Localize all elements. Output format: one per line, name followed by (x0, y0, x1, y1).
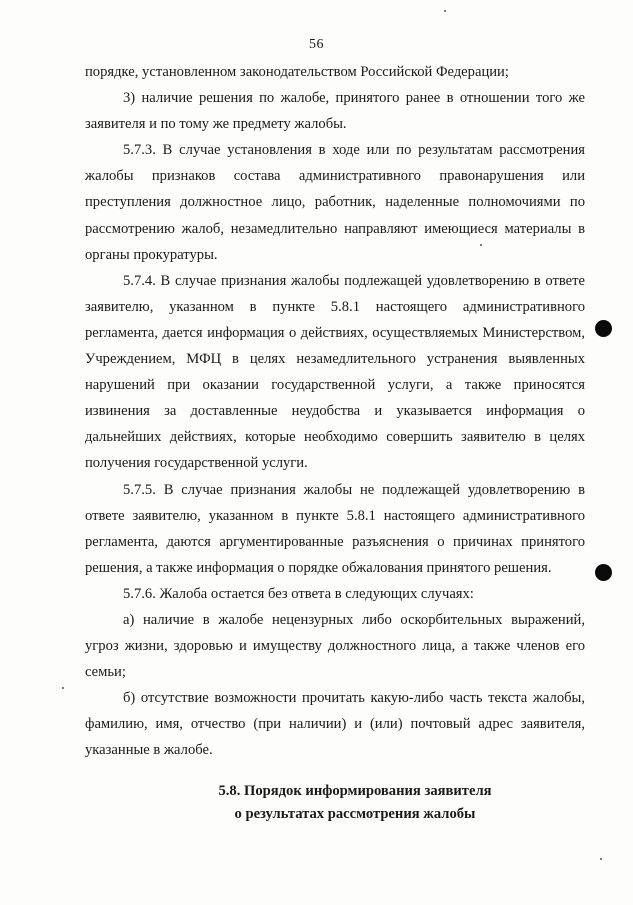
paragraph-continuation: порядке, установленном законодательством Российской Федерации; (85, 64, 509, 80)
section-heading-line-2: о результатах рассмотрения жалобы (234, 806, 476, 822)
paragraph-item-3: 3) наличие решения по жалобе, принятого ранее в отношении того же заявителя и по тому же предмету жалобы. (85, 90, 585, 133)
page-number: 56 (309, 37, 324, 52)
paragraph-5-7-4: 5.7.4. В случае признания жалобы подлежащей удовлетворению в ответе заявителю, указанном в пункте 5.8.1 настоящего административного регламента, дается информация о действиях, осуществляемых Министерством, Учреждением, МФЦ в целях незамедлительного устранения выявленных нарушений при оказании государственной услуги, а также приносятся извинения за доставленные неудобства и указывается информация о дальнейших действиях, которые необходимо совершить заявителю в целях получения государственной услуги. (85, 272, 585, 472)
section-heading-line-1: 5.8. Порядок информирования заявителя (218, 783, 492, 799)
paragraph-item-a: а) наличие в жалобе нецензурных либо оскорбительных выражений, угроз жизни, здоровью и имуществу должностного лица, а также членов его семьи; (85, 611, 585, 681)
paragraph-item-b: б) отсутствие возможности прочитать какую-либо часть текста жалобы, фамилию, имя, отчество (при наличии) и (или) почтовый адрес заявителя, указанные в жалобе. (85, 690, 585, 759)
body-text (85, 59, 585, 764)
scan-speck (62, 687, 64, 689)
punch-hole-upper (595, 320, 612, 337)
scan-speck (600, 858, 602, 860)
paragraph-5-7-5: 5.7.5. В случае признания жалобы не подлежащей удовлетворению в ответе заявителю, указанном в пункте 5.8.1 настоящего административного регламента, даются аргументированные разъяснения о причинах принятого решения, а также информация о порядке обжалования принятого решения. (85, 481, 585, 576)
paragraph-5-7-6: 5.7.6. Жалоба остается без ответа в следующих случаях: (123, 585, 474, 602)
section-heading (85, 780, 625, 826)
paragraph-5-7-3: 5.7.3. В случае установления в ходе или по результатам рассмотрения жалобы признаков состава административного правонарушения или преступления должностное лицо, работник, наделенные полномочиями по рассмотрению жалоб, незамедлительно направляют имеющиеся материалы в органы прокуратуры. (85, 142, 585, 263)
scan-speck (444, 10, 446, 12)
punch-hole-lower (595, 564, 612, 581)
scan-speck (480, 244, 482, 246)
